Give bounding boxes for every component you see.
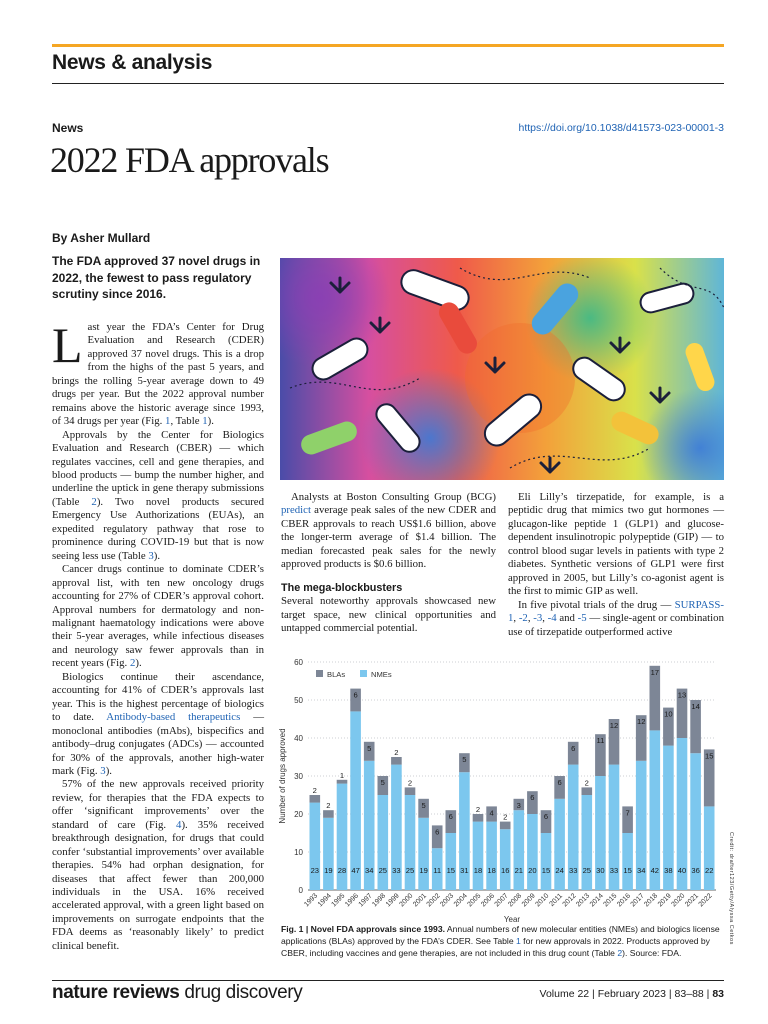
x-tick-label: 2021	[684, 892, 701, 909]
surpass-4-link[interactable]: -4	[547, 612, 557, 625]
surpass-2-link[interactable]: -2	[518, 612, 528, 625]
legend-label-nme: NMEs	[371, 670, 392, 679]
figure-link[interactable]: 2	[129, 657, 136, 670]
bar-bla	[337, 780, 348, 784]
paragraph	[52, 563, 264, 671]
nme-value-label: 19	[324, 866, 333, 875]
bar-nme	[418, 818, 429, 890]
figure-link[interactable]: 3	[100, 764, 106, 777]
bla-value-label: 7	[625, 808, 630, 818]
x-tick-label: 2013	[575, 892, 592, 909]
bla-value-label: 15	[704, 751, 714, 761]
text: ast year the FDA’s Center for Drug Evaluation and Research (CDER) approved 37 novel drugs. This is a drop from the highs of the past 5 years, and brings the rolling 5-year average down to 49 drugs per year. But the 2022 approval number remains above the historic average since 1993, of 34 drugs per year (Fig.	[52, 321, 264, 428]
nme-value-label: 18	[487, 866, 496, 875]
bla-value-label: 5	[367, 743, 372, 753]
text: In five pivotal trials of the drug —	[518, 598, 675, 611]
article-kicker: News	[52, 121, 84, 135]
text: ).	[135, 657, 142, 670]
bla-value-label: 6	[448, 812, 453, 822]
y-tick-label: 60	[294, 658, 303, 667]
table-link[interactable]: 2	[617, 947, 623, 958]
bcg-predict-link[interactable]: predict	[281, 504, 311, 517]
nme-value-label: 42	[650, 866, 660, 875]
y-tick-label: 10	[294, 848, 303, 857]
nme-value-label: 47	[351, 866, 360, 875]
bar-nme	[527, 814, 538, 890]
surpass-5-link[interactable]: -5	[577, 612, 587, 625]
text: Annual numbers of new molecular entities (NMEs) and biologics license applications (BLAs) approved by the FDA’s CDER. See Table	[281, 924, 720, 946]
text: ,	[542, 612, 548, 625]
bla-value-label: 5	[421, 800, 426, 810]
page-number: 83	[712, 988, 724, 1000]
standfirst: The FDA approved 37 novel drugs in 2022, the fewest to pass regulatory scrutiny since 2016.	[52, 254, 261, 301]
x-tick-label: 2003	[439, 892, 456, 909]
x-tick-label: 2004	[452, 892, 469, 909]
nme-value-label: 28	[337, 866, 347, 875]
cover-illustration	[280, 258, 724, 480]
nme-value-label: 36	[691, 866, 700, 875]
bla-value-label: 2	[503, 812, 508, 822]
nme-value-label: 33	[568, 866, 578, 875]
folio	[540, 988, 724, 1000]
bla-value-label: 6	[571, 743, 576, 753]
x-tick-label: 2001	[412, 892, 429, 909]
x-tick-label: 2007	[493, 892, 510, 909]
pills-and-antibodies-illustration	[280, 258, 724, 480]
caption-label: Fig. 1 | Novel FDA approvals since 1993.	[281, 924, 445, 934]
x-tick-label: 2015	[602, 892, 619, 909]
bla-value-label: 2	[407, 778, 413, 788]
paragraph: Eli Lilly’s tirzepatide, for example, is a peptidic drug that mimics two gut hormones — glucagon-like peptide 1 (GLP1) and glucose-dependent insulinotropic polypeptide (GIP) — to control blood sugar levels in patients with type 2 diabetes. Synthetic versions of GLP1 were first approved in 2005, but Lilly’s co-agonist agent is the first to mimic GIP as well.	[508, 491, 724, 598]
byline: By Asher Mullard	[52, 231, 151, 245]
text: ,	[527, 612, 534, 625]
bar-nme	[622, 833, 633, 890]
bar-nme	[554, 799, 565, 890]
subheading: The mega-blockbusters	[281, 581, 403, 594]
brand-light: drug discovery	[179, 982, 303, 1003]
body-column-1	[52, 317, 265, 953]
table-link[interactable]: 1	[202, 415, 208, 428]
surpass-1-link[interactable]: SURPASS-1	[508, 598, 724, 625]
journal-brand	[52, 982, 302, 1004]
bar-nme	[309, 803, 320, 890]
legend-swatch-bla	[316, 670, 323, 677]
approvals-chart	[276, 654, 724, 924]
bla-value-label: 5	[380, 778, 385, 787]
x-tick-label: 2022	[697, 892, 714, 909]
nme-value-label: 25	[378, 866, 388, 875]
nme-value-label: 15	[446, 866, 456, 875]
text: ).	[207, 415, 214, 428]
bar-nme	[500, 829, 511, 890]
figure-caption	[281, 924, 724, 959]
y-tick-label: 50	[294, 696, 303, 705]
bla-value-label: 6	[530, 793, 535, 803]
paragraph	[281, 491, 496, 572]
x-tick-label: 2018	[643, 892, 660, 909]
x-tick-label: 2017	[629, 892, 646, 909]
nme-value-label: 19	[419, 866, 428, 875]
bla-value-label: 10	[664, 709, 673, 719]
bar-nme	[486, 822, 497, 890]
bar-bla	[323, 810, 334, 818]
bla-value-label: 1	[339, 770, 345, 780]
bla-value-label: 2	[584, 778, 589, 788]
text: ,	[513, 612, 519, 625]
bar-nme	[473, 822, 484, 890]
nme-value-label: 25	[582, 866, 592, 875]
nme-value-label: 40	[677, 866, 687, 875]
bla-value-label: 2	[312, 786, 317, 795]
text: Approvals by the Center for Biologics Evaluation and Research (CBER) — which regulates vaccines, cell and gene therapies, and blood products — bump the number higher, and underline the uptick in gene therapy submissions (Table	[52, 428, 264, 508]
paragraph	[52, 671, 264, 779]
bla-value-label: 2	[326, 801, 331, 811]
article-title: 2022 FDA approvals	[50, 140, 329, 180]
x-tick-label: 1999	[384, 892, 401, 909]
bla-value-label: 6	[543, 812, 549, 822]
x-tick-label: 2012	[561, 892, 578, 909]
x-tick-label: 2009	[520, 892, 537, 909]
x-tick-label: 2020	[670, 892, 687, 909]
x-tick-label: 1994	[316, 892, 333, 909]
bar-nme	[377, 795, 388, 890]
table-link[interactable]: 1	[516, 935, 521, 946]
bar-nme	[350, 711, 361, 890]
bar-nme	[405, 795, 416, 890]
nme-value-label: 30	[596, 866, 605, 875]
nme-value-label: 15	[623, 866, 632, 875]
paragraph	[52, 317, 264, 429]
x-tick-label: 2016	[616, 892, 633, 909]
nme-value-label: 21	[514, 866, 524, 875]
x-tick-label: 2008	[507, 892, 524, 909]
surpass-3-link[interactable]: -3	[533, 612, 543, 625]
bla-value-label: 3	[516, 800, 521, 810]
figure-link[interactable]: 4	[176, 818, 182, 831]
x-tick-label: 1993	[303, 892, 320, 909]
x-tick-label: 1997	[357, 892, 374, 909]
body-column-3	[508, 491, 724, 639]
nme-value-label: 34	[636, 866, 646, 875]
nme-value-label: 38	[664, 866, 673, 875]
y-tick-label: 30	[294, 772, 303, 781]
bar-bla	[405, 787, 416, 795]
bar-bla	[473, 814, 484, 822]
bla-value-label: 6	[435, 827, 440, 837]
x-tick-label: 1995	[330, 892, 347, 909]
text: , Table	[170, 415, 203, 428]
bla-value-label: 13	[677, 690, 687, 700]
bla-value-label: 2	[394, 748, 399, 757]
text: and	[556, 612, 578, 625]
nme-value-label: 34	[364, 866, 374, 875]
bla-value-label: 6	[353, 690, 358, 700]
text: ).	[105, 764, 112, 777]
nme-value-label: 15	[541, 866, 551, 875]
bar-nme	[581, 795, 592, 890]
table-link[interactable]: 2	[91, 495, 97, 508]
nme-value-label: 33	[392, 866, 401, 875]
text: for new approvals in 2022. Products approved by CBER, including vaccines and gene therapies, are not included in this drug count (Table	[281, 935, 710, 958]
bla-value-label: 11	[596, 736, 605, 746]
y-axis-label: Number of drugs approved	[278, 728, 287, 824]
x-tick-label: 2011	[548, 892, 565, 909]
x-axis-label: Year	[503, 915, 521, 924]
paragraph	[508, 599, 724, 639]
bla-value-label: 6	[557, 778, 562, 787]
header-rule	[52, 83, 724, 84]
y-tick-label: 20	[294, 810, 303, 819]
x-tick-label: 2005	[466, 892, 483, 909]
footer-rule	[52, 980, 724, 981]
table-link[interactable]: 3	[148, 549, 154, 562]
bla-value-label: 5	[462, 755, 467, 765]
nme-value-label: 18	[473, 866, 483, 875]
nme-value-label: 31	[460, 866, 469, 875]
paragraph	[52, 778, 264, 953]
volume-info: Volume 22 | February 2023 | 83–88 |	[539, 988, 713, 1000]
text: — monoclonal antibodies (mAbs), bispecifics and antibody–drug conjugates (ADCs) — accounted for 30% of the approvals, another high-water mark (Fig.	[52, 711, 265, 777]
paragraph	[52, 429, 264, 564]
x-tick-label: 2014	[588, 892, 605, 909]
text: Analysts at Boston Consulting Group (BCG)	[291, 491, 496, 503]
x-tick-label: 2006	[480, 892, 497, 909]
body-column-2	[281, 491, 496, 636]
text: ). 35% received breakthrough designation, for drugs that could confer ‘substantial improvements’ over available therapies. 54% had orphan designation, for diseases that affect fewer than 200,000 individuals in the USA. 16% received accelerated approval, with a green light based on improvements on surrogate endpoints that the FDA deems as ‘reasonably likely’ to predict clinical benefit.	[52, 818, 264, 952]
x-tick-label: 2019	[656, 892, 673, 909]
bar-nme	[323, 818, 334, 890]
text: Biologics continue their ascendance, accounting for 41% of CDER’s approvals last year. This is the highest percentage of biologics to date.	[52, 670, 264, 724]
bla-value-label: 4	[489, 808, 494, 818]
text: ). Two novel products secured Emergency Use Authorizations (EUAs), an expedited regulatory pathway that rose to prominence during COVID-19 but that is now seeing less use (Table	[52, 495, 264, 562]
bar-bla	[309, 795, 320, 803]
drop-cap: L	[52, 317, 83, 373]
nme-value-label: 16	[500, 866, 510, 875]
nme-value-label: 23	[310, 866, 320, 875]
nme-value-label: 20	[528, 866, 537, 875]
text: ).	[153, 549, 161, 562]
legend-swatch-nme	[360, 670, 367, 677]
figure-link[interactable]: 1	[165, 415, 171, 428]
bla-value-label: 2	[475, 805, 481, 814]
text: average peak sales of the new CDER and CBER approvals to reach US$1.6 billion, above the longer-term average of $1.4 billion. The median forecasted peak sales for the newly approved products is $0.6 billion.	[281, 504, 496, 571]
approvals-bar-chart	[276, 654, 724, 924]
bar-nme	[704, 806, 715, 890]
bar-nme	[445, 833, 456, 890]
x-tick-label: 2000	[398, 892, 415, 909]
bla-value-label: 12	[609, 721, 619, 730]
nme-value-label: 24	[555, 866, 564, 875]
antibody-therapeutics-link[interactable]: Antibody-based therapeutics	[106, 711, 241, 724]
text: — single-agent or combination use of tirzepatide outperformed active	[508, 612, 724, 638]
bar-bla	[581, 787, 592, 795]
doi-link[interactable]: https://doi.org/10.1038/d41573-023-00001-3	[518, 122, 724, 134]
nme-value-label: 22	[704, 866, 714, 875]
legend-label-bla: BLAs	[327, 670, 346, 679]
nme-value-label: 25	[405, 866, 415, 875]
y-tick-label: 0	[298, 886, 303, 895]
bla-value-label: 17	[650, 667, 660, 677]
bar-nme	[541, 833, 552, 890]
image-credit: Credit: drafter123/Getty/Alyssa Cetkos	[728, 832, 734, 945]
x-tick-label: 2002	[425, 892, 442, 909]
nme-value-label: 11	[433, 866, 442, 875]
x-tick-label: 1996	[344, 892, 361, 909]
brand-bold: nature reviews	[52, 982, 180, 1003]
text: ). Source: FDA.	[622, 947, 682, 958]
bar-nme	[513, 810, 524, 890]
x-tick-label: 2010	[534, 892, 551, 909]
y-tick-label: 40	[294, 734, 303, 743]
text: 57% of the new approvals received priority review, for therapies that the FDA expects to offer ‘significant improvements’ over the standard of care (Fig.	[52, 778, 264, 831]
bar-bla	[391, 757, 402, 765]
section-title: News & analysis	[52, 51, 213, 74]
x-tick-label: 1998	[371, 892, 388, 909]
bla-value-label: 14	[691, 702, 700, 711]
bar-bla	[500, 822, 511, 830]
bla-value-label: 12	[636, 717, 646, 727]
text: Cancer drugs continue to dominate CDER’s approval list, with ten new oncology drugs accounting for 27% of CDER’s approval cohort. Approval numbers for dermatology and non-malignant haematology indications were above their 5-year averages, while infectious diseases and neurology saw fewer approvals than in recent years (Fig.	[52, 563, 264, 670]
accent-rule	[52, 44, 724, 47]
nme-value-label: 33	[609, 866, 619, 875]
paragraph: Several noteworthy approvals showcased new target space, new clinical opportunities and untapped commercial potential.	[281, 595, 496, 635]
